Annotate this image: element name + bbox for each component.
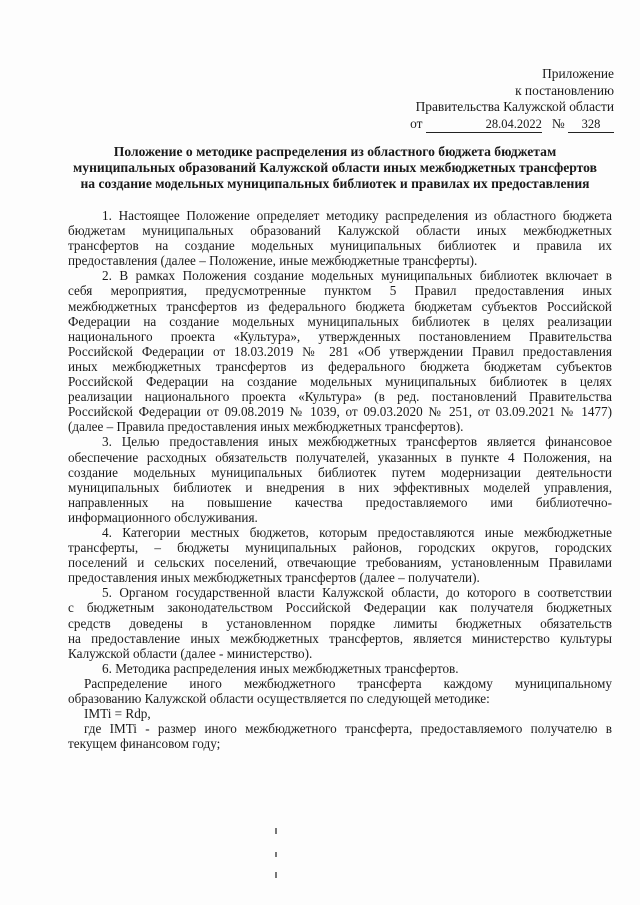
text-line: информационного обслуживания. <box>68 509 258 525</box>
text-line: Распределение иного межбюджетного трансферта каждому муниципальному <box>84 675 612 691</box>
text-line: 4. Категории местных бюджетов, которым предоставляются иные межбюджетные <box>102 524 612 540</box>
document-title <box>60 144 610 192</box>
paragraph-5 <box>68 585 612 660</box>
approval-header <box>410 66 614 133</box>
text-line: Российской Федерации от 09.08.2019 № 1039, от 09.03.2020 № 251, от 03.09.2021 № 1477) <box>68 404 612 420</box>
title-line: муниципальных образований Калужской области иных межбюджетных трансфертов <box>73 160 597 175</box>
text-line: себя мероприятия, предусмотренные пунктом 5 Правил предоставления иных <box>68 283 612 299</box>
text-line: образованию Калужской области осуществляется по следующей методике: <box>68 691 490 706</box>
text-line: 5. Органом государственной власти Калужской области, до которого в соответствии <box>102 585 612 601</box>
paragraph-definition <box>68 721 612 751</box>
paragraph-3 <box>68 434 612 525</box>
text-line: Российской Федерации от 18.03.2019 № 281 «Об утверждении Правил предоставления <box>68 343 612 359</box>
text-line: муниципальных библиотек и внедрения в них эффективных моделей управления, <box>68 479 612 495</box>
text-line: Российской Федерации на создание модельных муниципальных библиотек в целях <box>68 374 612 390</box>
government-label: Правительства Калужской области <box>415 99 614 114</box>
text-line: предоставления иных межбюджетных трансфертов (далее – получатели). <box>68 570 480 586</box>
decree-label: к постановлению <box>515 82 614 98</box>
text-line: предоставления (далее – Положение, иные межбюджетные трансферты). <box>68 253 478 269</box>
text-line: национального проекта «Культура», утвержденных постановлением Правительства <box>68 328 612 344</box>
document-body <box>68 208 612 751</box>
paragraph-1 <box>68 208 612 268</box>
text-line: 1. Настоящее Положение определяет методику распределения из областного бюджета <box>102 208 612 223</box>
text-line: иных межбюджетных трансфертов из федерального бюджета бюджетам субъектов <box>68 358 612 374</box>
number-label: № <box>551 115 565 131</box>
text-line: направленных на повышение качества предоставляемого ими библиотечно- <box>68 494 612 510</box>
text-line: Калужской области (далее - министерство). <box>68 645 313 661</box>
scan-mark <box>275 852 277 857</box>
text-line: бюджетам муниципальных образований Калужской области иных межбюджетных <box>68 223 612 239</box>
text-line: 6. Методика распределения иных межбюджетных трансфертов. <box>102 660 459 676</box>
paragraph-4 <box>68 525 612 585</box>
text-line: Федерации на создание модельных муниципальных библиотек в целях реализации <box>68 313 612 329</box>
text-line: где IMTi - размер иного межбюджетного трансферта, предоставляемого получателю в <box>84 721 612 737</box>
text-line: текущем финансовом году; <box>68 736 221 752</box>
title-line: Положение о методике распределения из областного бюджета бюджетам <box>113 144 557 159</box>
paragraph-2 <box>68 268 612 434</box>
text-line: 2. В рамках Положения создание модельных муниципальных библиотек включает в <box>102 268 612 284</box>
paragraph-method <box>68 676 612 706</box>
decree-number: 328 <box>568 116 614 134</box>
text-line: средств доведены в установленном порядке лимиты бюджетных обязательств <box>68 615 612 631</box>
text-line: трансфертов на создание модельных муниципальных библиотек и правила их <box>68 238 612 254</box>
title-line: на создание модельных муниципальных библиотек и правилах их предоставления <box>80 176 590 191</box>
scan-mark <box>275 872 277 878</box>
text-line: межбюджетных трансфертов из федерального бюджета бюджетам субъектов Российской <box>68 298 612 314</box>
formula <box>68 706 612 721</box>
paragraph-6 <box>68 661 612 676</box>
text-line: реализации национального проекта «Культура» (в ред. постановлений Правительства <box>68 389 612 405</box>
decree-date: 28.04.2022 <box>426 116 542 134</box>
text-line: создание модельных муниципальных библиотек путем модернизации деятельности <box>68 464 612 480</box>
from-label: от <box>410 115 423 131</box>
appendix-label: Приложение <box>542 66 614 81</box>
text-line: с бюджетным законодательством Российской Федерации как получателя бюджетных <box>68 600 612 616</box>
formula-line: IMTi = Rdp, <box>84 706 151 722</box>
scan-mark <box>275 828 277 834</box>
text-line: обеспечение расходных обязательств получателей, указанных в пункте 4 Положения, на <box>68 449 612 465</box>
text-line: на предоставление иных межбюджетных трансфертов, является министерство культуры <box>68 630 612 646</box>
decree-date-number <box>410 116 614 134</box>
text-line: 3. Целью предоставления иных межбюджетных трансфертов является финансовое <box>102 434 612 450</box>
text-line: (далее – Правила предоставления иных межбюджетных трансфертов). <box>68 419 464 435</box>
text-line: поселений и сельских поселений, отвечающие требованиям, установленным Правилами <box>68 555 612 571</box>
text-line: трансферты, – бюджеты муниципальных районов, городских округов, городских <box>68 540 612 556</box>
